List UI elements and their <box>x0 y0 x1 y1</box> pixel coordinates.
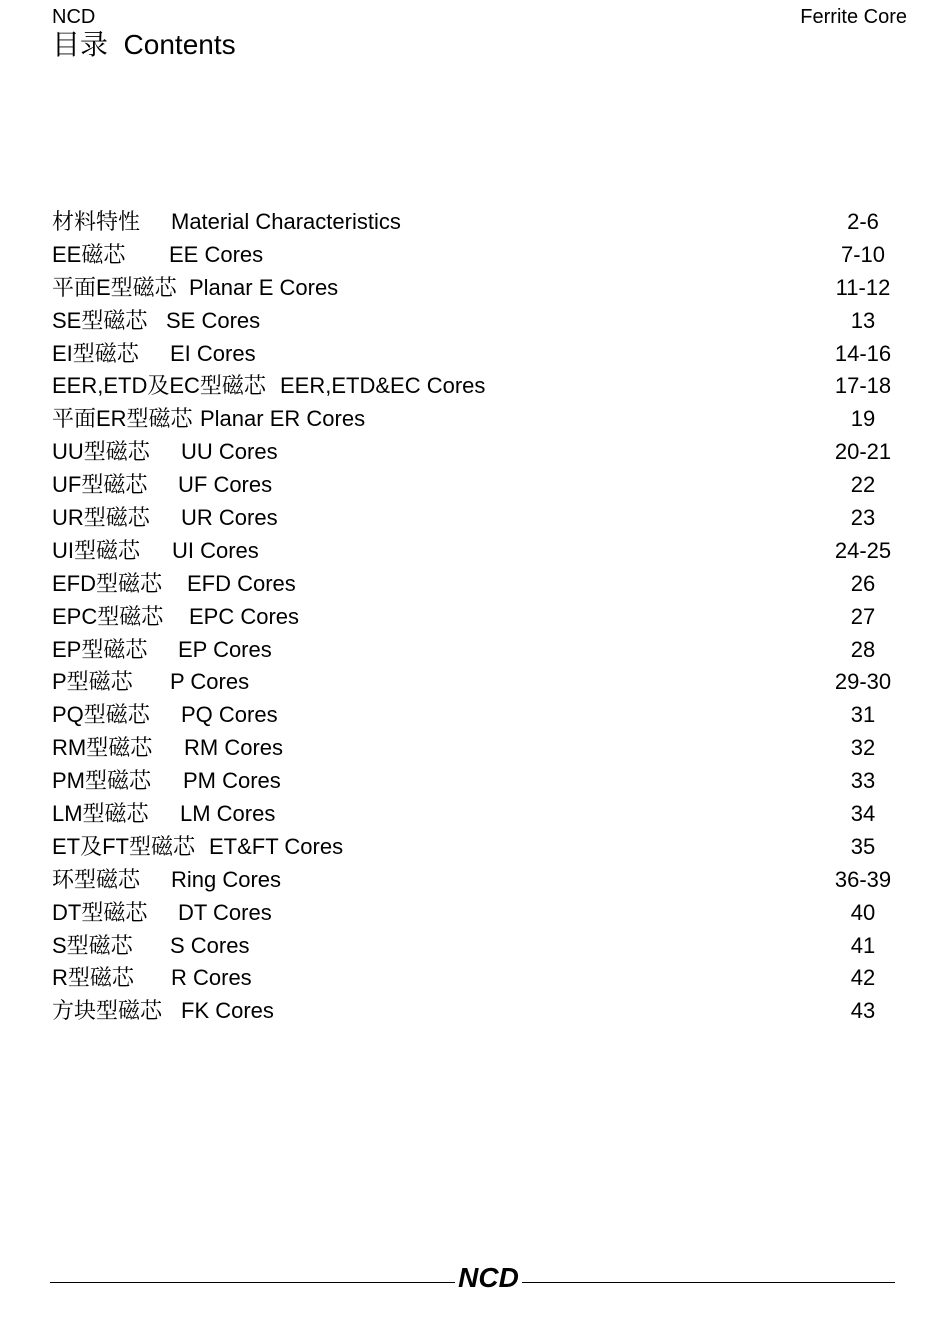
toc-entry-english: Material Characteristics <box>171 209 401 234</box>
toc-entry-pages: 42 <box>850 965 876 991</box>
toc-entry-english: SE Cores <box>166 307 261 333</box>
toc-entry-chinese: 材料特性 <box>52 209 141 234</box>
toc-entry-english: EI Cores <box>170 340 256 366</box>
toc-entry-chinese: UF型磁芯 <box>52 472 148 498</box>
toc-entry-pages: 13 <box>850 307 876 333</box>
toc-entry-chinese: P型磁芯 <box>52 669 133 695</box>
toc-entry-pages: 31 <box>850 702 876 728</box>
toc-entry-pages: 2-6 <box>847 209 879 234</box>
toc-entry-pages: 22 <box>850 472 876 498</box>
toc-entry <box>52 634 898 667</box>
toc-entry-pages: 24-25 <box>834 537 892 563</box>
toc-entry-chinese: EP型磁芯 <box>52 636 148 662</box>
header-company: NCD <box>52 6 96 28</box>
toc-entry-english: EP Cores <box>178 636 272 662</box>
toc-entry <box>52 239 898 272</box>
toc-entry-pages: 36-39 <box>834 866 892 892</box>
toc-entry <box>52 732 898 765</box>
toc-entry-pages: 32 <box>850 735 876 761</box>
toc-entry-chinese: RM型磁芯 <box>52 735 153 761</box>
toc-entry <box>52 568 898 601</box>
toc-entry <box>52 535 898 568</box>
toc-entry <box>52 864 898 897</box>
toc-entry <box>52 436 898 469</box>
toc-entry-pages: 20-21 <box>834 439 892 465</box>
toc-entry-english: S Cores <box>170 932 250 958</box>
toc-entry-english: UR Cores <box>181 505 278 531</box>
toc-entry <box>52 370 898 403</box>
toc-entry-english: EPC Cores <box>189 603 300 629</box>
toc-entry-chinese: UI型磁芯 <box>52 537 141 563</box>
toc-entry-chinese: 平面ER型磁芯 <box>52 406 193 432</box>
toc-entry <box>52 272 898 305</box>
toc-entry-chinese: ET及FT型磁芯 <box>52 833 195 859</box>
toc-entry-english: UI Cores <box>172 537 259 563</box>
toc-entry <box>52 765 898 798</box>
toc-entry-english: EE Cores <box>169 241 264 267</box>
toc-entry-chinese: EI型磁芯 <box>52 340 139 366</box>
toc-entry-chinese: UR型磁芯 <box>52 505 150 531</box>
toc-entry <box>52 798 898 831</box>
toc-entry-pages: 11-12 <box>835 274 891 300</box>
toc-entry-english: R Cores <box>171 965 252 991</box>
footer-rule-left <box>50 1282 455 1283</box>
toc-entry-chinese: PQ型磁芯 <box>52 702 150 728</box>
toc-entry <box>52 962 898 995</box>
table-of-contents <box>52 206 898 1028</box>
toc-entry-chinese: DT型磁芯 <box>52 899 148 925</box>
page-title: 目录 Contents <box>52 29 236 60</box>
toc-entry-chinese: UU型磁芯 <box>52 439 150 465</box>
toc-entry-chinese: R型磁芯 <box>52 965 134 991</box>
toc-entry-english: DT Cores <box>178 899 272 925</box>
toc-entry-english: EER,ETD&EC Cores <box>280 373 486 399</box>
toc-entry-pages: 17-18 <box>834 373 892 399</box>
toc-entry-pages: 34 <box>850 801 876 827</box>
toc-entry-english: P Cores <box>170 669 250 695</box>
toc-entry-pages: 29-30 <box>834 669 892 695</box>
toc-entry-english: LM Cores <box>180 801 276 827</box>
toc-entry-pages: 33 <box>850 768 876 794</box>
toc-entry <box>52 666 898 699</box>
toc-entry <box>52 206 898 239</box>
toc-entry-english: EFD Cores <box>187 570 296 596</box>
toc-entry-chinese: EPC型磁芯 <box>52 603 164 629</box>
toc-entry <box>52 403 898 436</box>
toc-entry-chinese: EFD型磁芯 <box>52 570 163 596</box>
toc-entry <box>52 338 898 371</box>
toc-entry-pages: 27 <box>850 603 876 629</box>
toc-entry-english: RM Cores <box>184 735 284 761</box>
toc-entry-english: Ring Cores <box>171 866 282 892</box>
toc-entry-english: UU Cores <box>181 439 278 465</box>
toc-entry-english: Planar E Cores <box>189 274 339 300</box>
toc-entry-english: FK Cores <box>181 998 274 1024</box>
footer-rule-right <box>522 1282 895 1283</box>
toc-entry <box>52 930 898 963</box>
toc-entry-pages: 7-10 <box>840 241 886 267</box>
toc-entry-pages: 41 <box>850 932 876 958</box>
toc-entry-chinese: 环型磁芯 <box>52 866 141 892</box>
toc-entry-pages: 40 <box>850 899 876 925</box>
toc-entry-chinese: SE型磁芯 <box>52 307 148 333</box>
toc-entry-pages: 23 <box>850 505 876 531</box>
toc-entry-pages: 35 <box>850 833 876 859</box>
footer <box>50 1260 895 1296</box>
toc-entry <box>52 699 898 732</box>
header-product: Ferrite Core <box>800 6 907 28</box>
toc-entry-chinese: EER,ETD及EC型磁芯 <box>52 373 266 399</box>
toc-entry-pages: 28 <box>850 636 876 662</box>
toc-entry-pages: 43 <box>850 998 876 1024</box>
toc-entry-chinese: EE磁芯 <box>52 241 126 267</box>
toc-entry <box>52 995 898 1028</box>
toc-entry-english: PQ Cores <box>181 702 278 728</box>
toc-entry-english: UF Cores <box>178 472 273 498</box>
toc-entry-english: ET&FT Cores <box>209 833 344 859</box>
toc-entry-pages: 14-16 <box>834 340 892 366</box>
toc-entry-english: Planar ER Cores <box>200 406 366 432</box>
toc-entry-chinese: S型磁芯 <box>52 932 133 958</box>
toc-entry <box>52 469 898 502</box>
toc-entry-english: PM Cores <box>183 768 281 794</box>
toc-entry-chinese: 方块型磁芯 <box>52 998 163 1024</box>
toc-entry-chinese: 平面E型磁芯 <box>52 274 177 300</box>
toc-entry <box>52 831 898 864</box>
footer-logo: NCD <box>458 1262 519 1293</box>
toc-entry <box>52 897 898 930</box>
toc-entry <box>52 502 898 535</box>
toc-entry-pages: 26 <box>850 570 876 596</box>
toc-entry-pages: 19 <box>850 406 876 432</box>
toc-entry-chinese: LM型磁芯 <box>52 801 149 827</box>
toc-entry <box>52 601 898 634</box>
toc-entry <box>52 305 898 338</box>
toc-entry-chinese: PM型磁芯 <box>52 768 152 794</box>
